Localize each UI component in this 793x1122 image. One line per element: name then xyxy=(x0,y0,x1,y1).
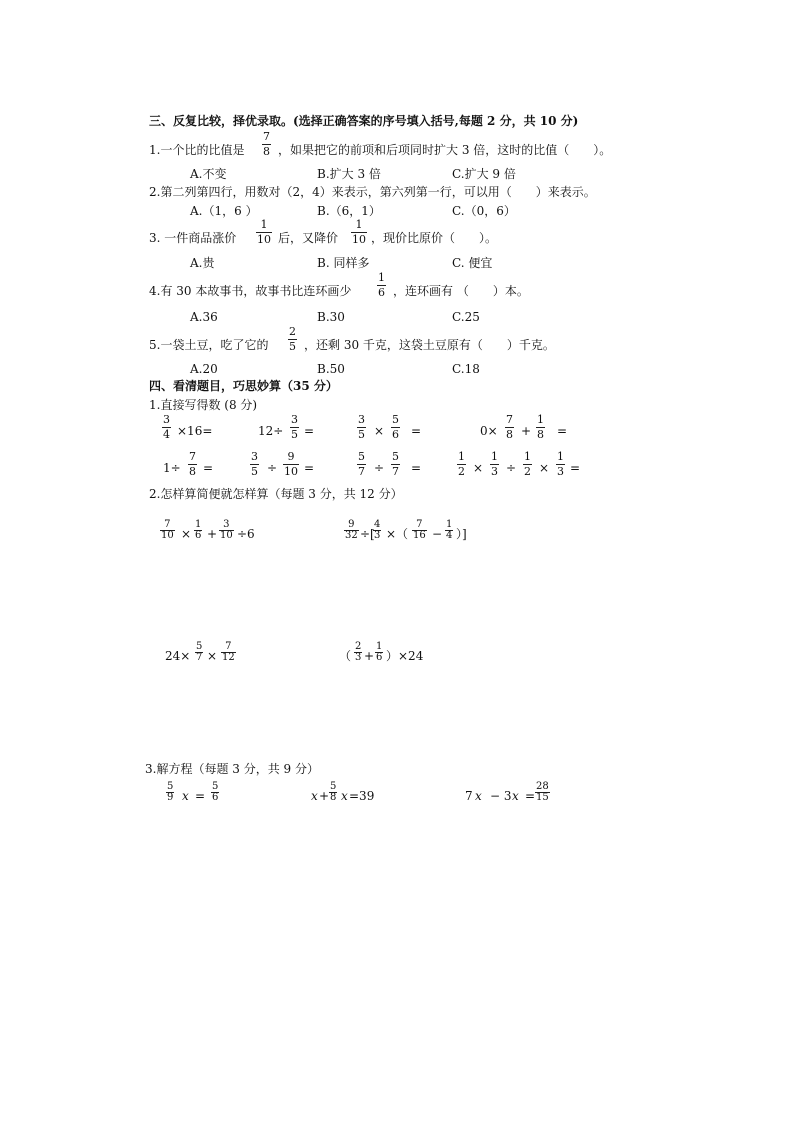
p3-e3-x2: x xyxy=(512,789,519,803)
p3-e1-x: x xyxy=(182,789,189,803)
p1-e8-fraction-3: 1 2 xyxy=(524,450,531,478)
p2-e2-op3: − xyxy=(432,527,443,541)
p1-e6-rest: = xyxy=(304,461,315,475)
p1-e4-pre: 0× xyxy=(480,424,498,438)
p2-e4-op: + xyxy=(364,649,375,663)
p3-e1-fraction-1: 5 9 xyxy=(167,781,174,803)
p3-e3-minus: − 3 xyxy=(490,789,512,803)
p2-e2-rest: ）] xyxy=(456,527,467,541)
p1-e4-fraction-2: 1 8 xyxy=(537,413,544,441)
p1-e3-fraction-1: 3 5 xyxy=(358,413,365,441)
p2-e4-rest: ）×24 xyxy=(386,649,424,663)
p1-e8-op2: ÷ xyxy=(506,461,517,475)
q3-fraction-2: 1 10 xyxy=(352,218,366,246)
p1-e2-pre: 12÷ xyxy=(258,424,284,438)
q3-text-a: 3. 一件商品涨价 xyxy=(149,231,237,245)
q2-option-c: C.（0，6） xyxy=(452,204,516,218)
p1-e6-op: ÷ xyxy=(267,461,278,475)
q1-option-b: B.扩大 3 倍 xyxy=(317,167,381,181)
q4-text-b: ，连环画有 （ ）本。 xyxy=(393,284,529,298)
p1-e5-pre: 1÷ xyxy=(163,461,181,475)
q5-option-a: A.20 xyxy=(190,362,218,376)
p2-e1-op1: × xyxy=(181,527,192,541)
p2-e2-fraction-1: 9 32 xyxy=(345,519,358,541)
p1-e7-op: ÷ xyxy=(374,461,385,475)
q3-option-b: B. 同样多 xyxy=(317,256,370,270)
p1-e2-fraction: 3 5 xyxy=(291,413,298,441)
p3-e3-fraction: 28 15 xyxy=(536,781,549,803)
p2-e4-fraction-2: 1 6 xyxy=(376,641,383,663)
q1-text-b: ，如果把它的前项和后项同时扩大 3 倍，这时的比值（ ）。 xyxy=(278,143,612,157)
q5-option-c: C.18 xyxy=(452,362,480,376)
p1-e4-fraction-1: 7 8 xyxy=(506,413,513,441)
q3-text-c: ，现价比原价（ ）。 xyxy=(371,231,498,245)
p1-e8-fraction-4: 1 3 xyxy=(557,450,564,478)
p2-e3-pre: 24× xyxy=(165,649,191,663)
p2-e3-op: × xyxy=(207,649,218,663)
p1-e7-fraction-2: 5 7 xyxy=(392,450,399,478)
p3-e2-plus: + xyxy=(319,789,330,803)
q5-text-a: 5.一袋土豆，吃了它的 xyxy=(149,338,269,352)
p1-e8-rest: = xyxy=(570,461,581,475)
p1-e6-fraction-1: 3 5 xyxy=(251,450,258,478)
p1-e1-fraction: 3 4 xyxy=(163,413,170,441)
p1-e3-rest: = xyxy=(411,424,422,438)
q4-fraction: 1 6 xyxy=(378,271,385,299)
q1-fraction: 7 8 xyxy=(263,130,270,158)
p3-e2-fraction: 5 8 xyxy=(330,781,337,803)
p3-e3-eq: = xyxy=(525,789,536,803)
p3-e2-rest: =39 xyxy=(349,789,375,803)
q5-option-b: B.50 xyxy=(317,362,345,376)
p2-e3-fraction-1: 5 7 xyxy=(196,641,203,663)
p2-e2-fraction-3: 7 16 xyxy=(413,519,426,541)
q1-option-c: C.扩大 9 倍 xyxy=(452,167,516,181)
p1-e1-rest: ×16= xyxy=(177,424,213,438)
q5-text-b: ，还剩 30 千克，这袋土豆原有（ ）千克。 xyxy=(304,338,555,352)
p2-e1-fraction-1: 7 10 xyxy=(161,519,174,541)
p3-e2-x2: x xyxy=(341,789,348,803)
p1-e4-op: + xyxy=(521,424,532,438)
p3-e1-fraction-2: 5 6 xyxy=(212,781,219,803)
p1-e7-fraction-1: 5 7 xyxy=(358,450,365,478)
p1-e7-rest: = xyxy=(411,461,422,475)
p3-e1-eq: = xyxy=(195,789,206,803)
p3-e3-coef: 7 xyxy=(465,789,473,803)
p2-e1-rest: ÷6 xyxy=(237,527,255,541)
p2-e2-fraction-4: 1 4 xyxy=(446,519,453,541)
p2-e1-fraction-2: 1 6 xyxy=(195,519,202,541)
p2-e2-op2: ×（ xyxy=(386,527,409,541)
p3-e3-x1: x xyxy=(475,789,482,803)
p1-e8-op1: × xyxy=(473,461,484,475)
p2-e1-fraction-3: 3 10 xyxy=(220,519,233,541)
q3-text-b: 后，又降价 xyxy=(278,231,339,245)
part1-title: 1.直接写得数 (8 分) xyxy=(149,398,258,412)
p1-e5-fraction: 7 8 xyxy=(189,450,196,478)
q2-option-b: B.（6，1） xyxy=(317,204,381,218)
q1-option-a: A.不变 xyxy=(190,167,227,181)
q2-option-a: A.（1，6 ） xyxy=(190,204,258,218)
part2-title: 2.怎样算简便就怎样算（每题 3 分，共 12 分） xyxy=(149,487,403,501)
q5-fraction: 2 5 xyxy=(289,325,296,353)
p2-e4-fraction-1: 2 3 xyxy=(355,641,362,663)
p1-e8-fraction-2: 1 3 xyxy=(491,450,498,478)
p2-e1-op2: + xyxy=(207,527,218,541)
q3-fraction-1: 1 10 xyxy=(257,218,271,246)
q3-option-a: A.贵 xyxy=(190,256,215,270)
p1-e8-fraction-1: 1 2 xyxy=(458,450,465,478)
q4-option-b: B.30 xyxy=(317,310,345,324)
p1-e8-op3: × xyxy=(539,461,550,475)
q4-option-c: C.25 xyxy=(452,310,480,324)
p2-e2-fraction-2: 4 3 xyxy=(374,519,381,541)
q3-option-c: C. 便宜 xyxy=(452,256,493,270)
p1-e3-op: × xyxy=(374,424,385,438)
q1-text-a: 1.一个比的比值是 xyxy=(149,143,245,157)
p2-e4-pre: （ xyxy=(339,649,352,663)
p1-e3-fraction-2: 5 6 xyxy=(392,413,399,441)
p1-e6-fraction-2: 9 10 xyxy=(284,450,298,478)
p1-e2-rest: = xyxy=(304,424,315,438)
section4-title: 四、看清题目，巧思妙算（35 分） xyxy=(149,379,338,393)
q2-text: 2.第二列第四行，用数对（2，4）来表示，第六列第一行，可以用（ ）来表示。 xyxy=(149,185,596,199)
p3-e2-x1: x xyxy=(311,789,318,803)
p2-e3-fraction-2: 7 12 xyxy=(222,641,235,663)
q4-text-a: 4.有 30 本故事书，故事书比连环画少 xyxy=(149,284,352,298)
p1-e5-rest: = xyxy=(203,461,214,475)
p2-e2-op1: ÷[ xyxy=(360,527,375,541)
q4-option-a: A.36 xyxy=(190,310,218,324)
p1-e4-rest: = xyxy=(557,424,568,438)
part3-title: 3.解方程（每题 3 分，共 9 分） xyxy=(145,762,319,776)
section3-title: 三、反复比较，择优录取。(选择正确答案的序号填入括号,每题 2 分，共 10 分) xyxy=(149,114,579,128)
